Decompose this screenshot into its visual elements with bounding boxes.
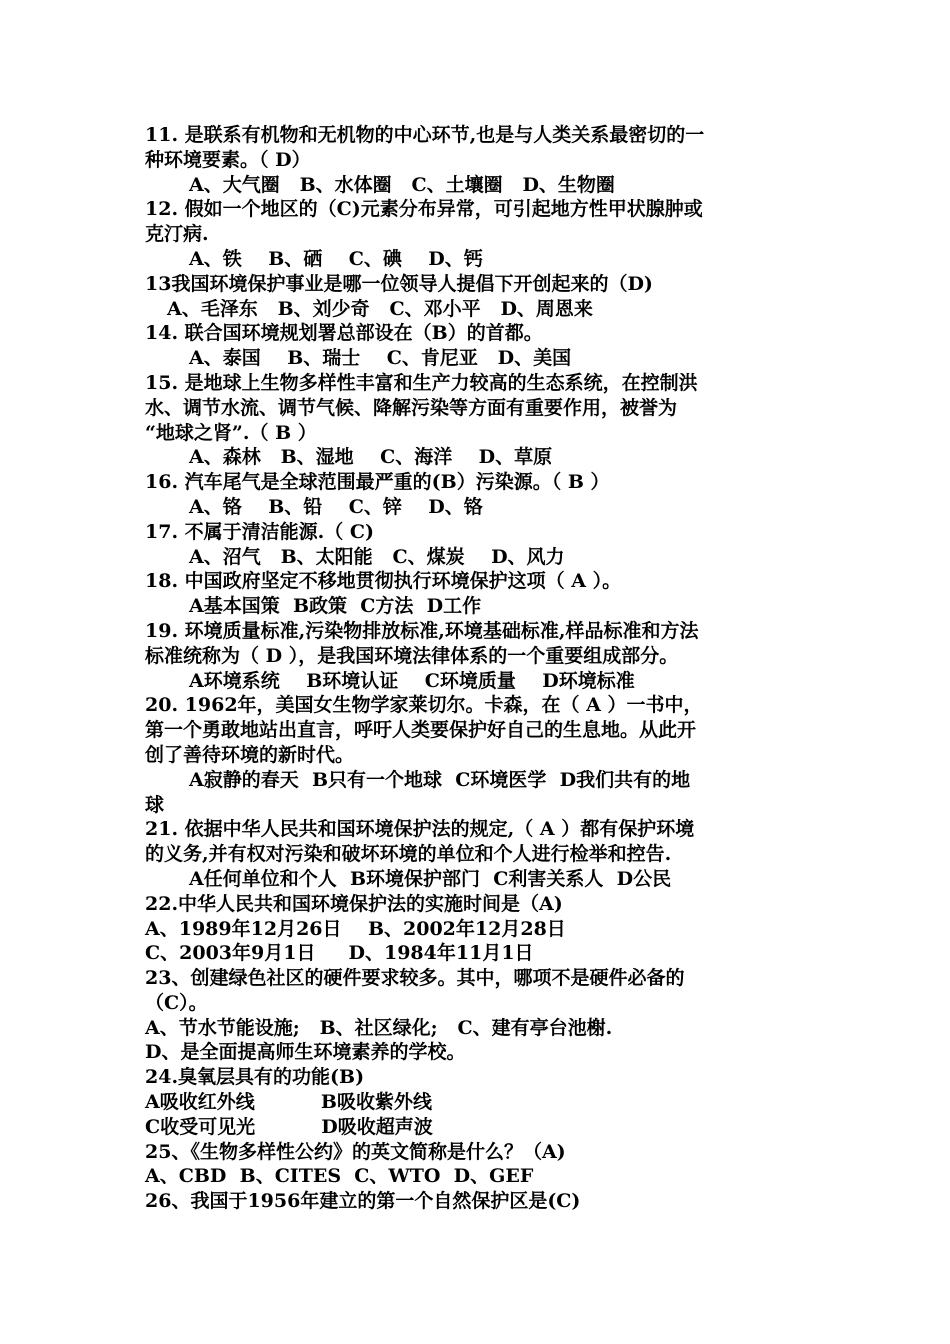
text-line: D、是全面提高师生环境素养的学校。 xyxy=(145,1041,466,1064)
text-line: A、1989年12月26日 B、2002年12月28日 xyxy=(145,917,566,940)
text-line: 13我国环境保护事业是哪一位领导人提倡下开创起来的（D) xyxy=(145,272,653,295)
text-line: 12. 假如一个地区的（C)元素分布异常，可引起地方性甲状腺肿或 xyxy=(145,198,703,221)
text-line: A、节水节能设施; B、社区绿化; C、建有亭台池榭. xyxy=(145,1016,613,1039)
text-line: C、2003年9月1日 D、1984年11月1日 xyxy=(145,942,534,965)
text-line: A、森林 B、湿地 C、海洋 D、草原 xyxy=(189,446,553,469)
text-line: 22.中华人民共和国环境保护法的实施时间是（A) xyxy=(145,892,563,915)
text-line: A吸收红外线 B吸收紫外线 xyxy=(145,1091,432,1114)
text-line: A、泰国 B、瑞士 C、肯尼亚 D、美国 xyxy=(189,347,572,370)
text-line: （C）。 xyxy=(145,991,208,1014)
text-line: 球 xyxy=(145,793,165,816)
text-line: A寂静的春天 B只有一个地球 C环境医学 D我们共有的地 xyxy=(189,768,691,791)
text-line: 创了善待环境的新时代。 xyxy=(145,743,355,766)
text-line: 15. 是地球上生物多样性丰富和生产力较高的生态系统，在控制洪 xyxy=(145,371,698,394)
text-line: A、铁 B、硒 C、碘 D、钙 xyxy=(189,247,483,270)
text-line: A、大气圈 B、水体圈 C、土壤圈 D、生物圈 xyxy=(189,173,615,196)
text-line: 18. 中国政府坚定不移地贯彻执行环境保护这项（ A ）。 xyxy=(145,570,622,593)
text-line: 21. 依据中华人民共和国环境保护法的规定,（ A ）都有保护环境 xyxy=(145,818,695,841)
text-line: A、沼气 B、太阳能 C、煤炭 D、风力 xyxy=(189,545,565,568)
text-line: 克汀病. xyxy=(145,223,209,246)
document-page xyxy=(145,123,825,1214)
text-line: 20. 1962年，美国女生物学家莱切尔。卡森，在（ A ）一书中， xyxy=(145,694,703,717)
text-line: “地球之肾”.（ B ） xyxy=(145,421,317,444)
text-line: 25、《生物多样性公约》的英文简称是什么？（A) xyxy=(145,1140,566,1163)
text-line: A任何单位和个人 B环境保护部门 C利害关系人 D公民 xyxy=(189,867,672,890)
text-line: A、毛泽东 B、刘少奇 C、邓小平 D、周恩来 xyxy=(167,297,593,320)
text-line: 23、创建绿色社区的硬件要求较多。其中，哪项不是硬件必备的 xyxy=(145,967,685,990)
text-line: 16. 汽车尾气是全球范围最严重的(B）污染源。（ B ） xyxy=(145,471,610,494)
text-line: C收受可见光 D吸收超声波 xyxy=(145,1115,433,1138)
text-line: 种环境要素。（ D） xyxy=(145,148,311,171)
text-line: 第一个勇敢地站出直言，呼吁人类要保护好自己的生息地。从此开 xyxy=(145,719,697,742)
text-line: 26、我国于1956年建立的第一个自然保护区是(C) xyxy=(145,1190,581,1213)
text-line: 24.臭氧层具有的功能(B) xyxy=(145,1066,365,1089)
text-line: A、CBD B、CITES C、WTO D、GEF xyxy=(145,1165,534,1188)
text-line: 19. 环境质量标准,污染物排放标准,环境基础标准,样品标准和方法 xyxy=(145,619,699,642)
text-line: 水、调节水流、调节气候、降解污染等方面有重要作用，被誉为 xyxy=(145,396,678,419)
text-line: A基本国策 B政策 C方法 D工作 xyxy=(189,595,482,618)
text-line: 14. 联合国环境规划署总部设在（B）的首都。 xyxy=(145,322,543,345)
text-line: 标准统称为（ D ），是我国环境法律体系的一个重要组成部分。 xyxy=(145,644,679,667)
text-line: 11. 是联系有机物和无机物的中心环节,也是与人类关系最密切的一 xyxy=(145,124,705,146)
text-line: A、铬 B、铅 C、锌 D、铬 xyxy=(189,495,483,518)
text-line: A环境系统 B环境认证 C环境质量 D环境标准 xyxy=(189,669,635,692)
text-line: 的义务,并有权对污染和破坏环境的单位和个人进行检举和控告. xyxy=(145,843,672,866)
text-line: 17. 不属于清洁能源.（ C) xyxy=(145,520,375,543)
